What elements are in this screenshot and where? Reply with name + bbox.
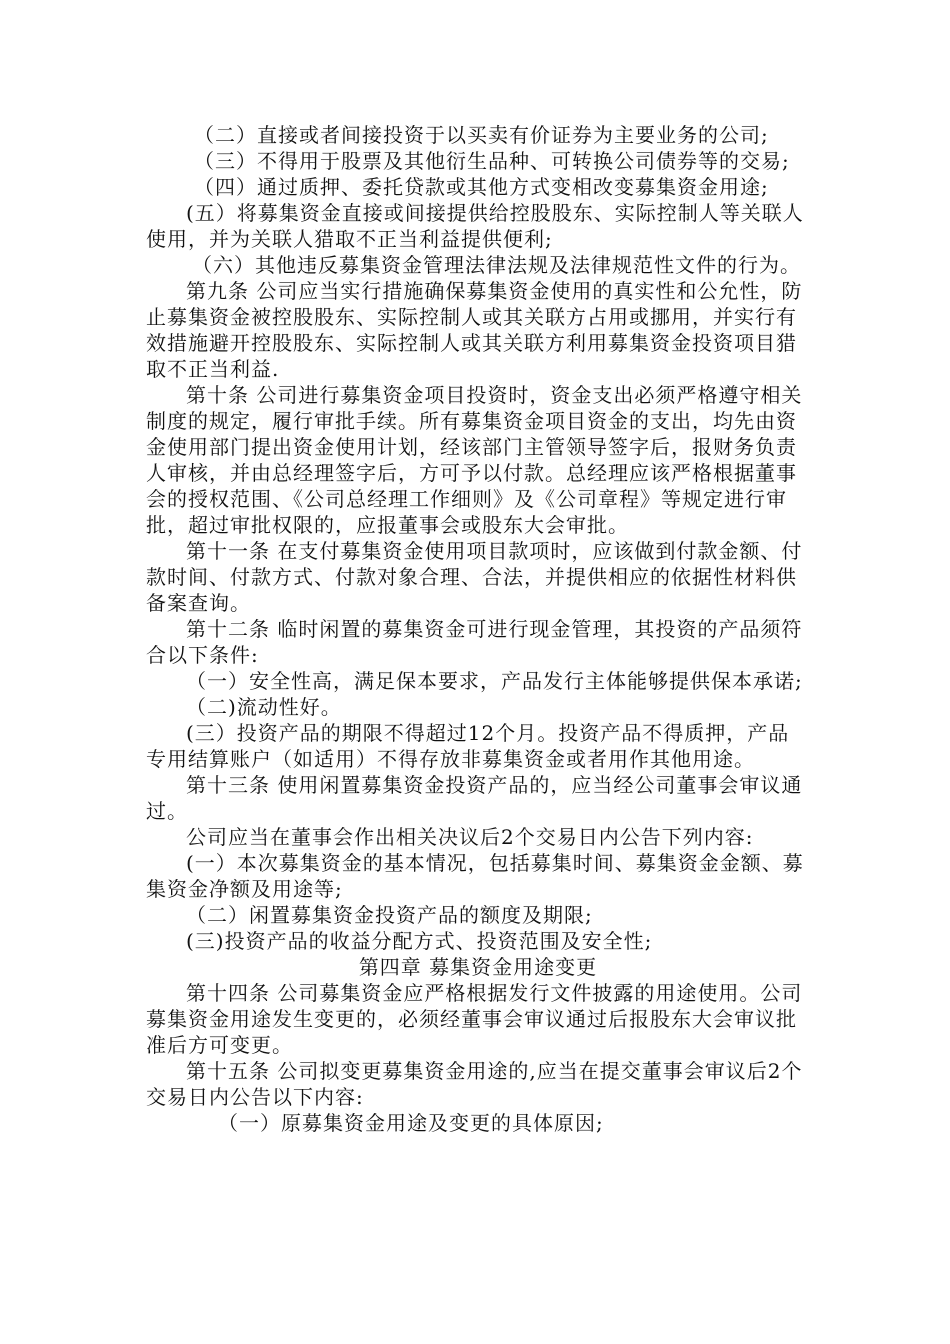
- chapter-heading: 第四章 募集资金用途变更: [358, 955, 598, 979]
- announcement-item-2: （二）闲置募集资金投资产品的额度及期限;: [186, 903, 593, 927]
- article-9: 第九条 公司应当实行措施确保募集资金使用的真实性和公允性，防止募集资金被控股股东、实际控制人或其关联方占用或挪用，并实行有效措施避开控股股东、实际控制人或其关联方利用募集资金投资项目猎取不正当利益.: [146, 279, 803, 381]
- article-15-item-1: （一）原募集资金用途及变更的具体原因;: [218, 1111, 604, 1135]
- clause-item-3: （三）不得用于股票及其他衍生品种、可转换公司债券等的交易;: [194, 149, 790, 173]
- article-12-item-2: （二)流动性好。: [186, 695, 342, 719]
- document-body: [146, 122, 810, 1136]
- clause-item-4: （四）通过质押、委托贷款或其他方式变相改变募集资金用途;: [194, 175, 769, 199]
- article-15: 第十五条 公司拟变更募集资金用途的,应当在提交董事会审议后2个交易日内公告以下内容:: [146, 1059, 803, 1109]
- article-12-item-3: (三）投资产品的期限不得超过12个月。投资产品不得质押，产品专用结算账户（如适用）不得存放非募集资金或者用作其他用途。: [146, 721, 790, 771]
- article-10: 第十条 公司进行募集资金项目投资时，资金支出必须严格遵守相关制度的规定，履行审批手续。所有募集资金项目资金的支出，均先由资金使用部门提出资金使用计划，经该部门主管领导签字后，报财务负责人审核，并由总经理签字后，方可予以付款。总经理应该严格根据董事会的授权范围、《公司总经理工作细则》及《公司章程》等规定进行审批，超过审批权限的，应报董事会或股东大会审批。: [146, 383, 803, 537]
- article-12: 第十二条 临时闲置的募集资金可进行现金管理，其投资的产品须符合以下条件:: [146, 617, 803, 667]
- article-13: 第十三条 使用闲置募集资金投资产品的，应当经公司董事会审议通过。: [146, 773, 803, 823]
- article-12-item-1: （一）安全性高，满足保本要求，产品发行主体能够提供保本承诺;: [186, 669, 803, 693]
- announcement-item-1: (一）本次募集资金的基本情况，包括募集时间、募集资金金额、募集资金净额及用途等;: [146, 851, 804, 901]
- article-13-announcement: 公司应当在董事会作出相关决议后2个交易日内公告下列内容:: [186, 825, 754, 849]
- clause-item-5: (五）将募集资金直接或间接提供给控股股东、实际控制人等关联人使用，并为关联人猎取不正当利益提供便利;: [146, 201, 804, 251]
- clause-item-2: （二）直接或者间接投资于以买卖有价证券为主要业务的公司;: [194, 123, 769, 147]
- article-14: 第十四条 公司募集资金应严格根据发行文件披露的用途使用。公司募集资金用途发生变更的，必须经董事会审议通过后报股东大会审议批准后方可变更。: [146, 981, 803, 1057]
- announcement-item-3: (三)投资产品的收益分配方式、投资范围及安全性;: [186, 929, 653, 953]
- article-11: 第十一条 在支付募集资金使用项目款项时，应该做到付款金额、付款时间、付款方式、付款对象合理、合法，并提供相应的依据性材料供备案查询。: [146, 539, 803, 615]
- clause-item-6: （六）其他违反募集资金管理法律法规及法律规范性文件的行为。: [192, 253, 801, 277]
